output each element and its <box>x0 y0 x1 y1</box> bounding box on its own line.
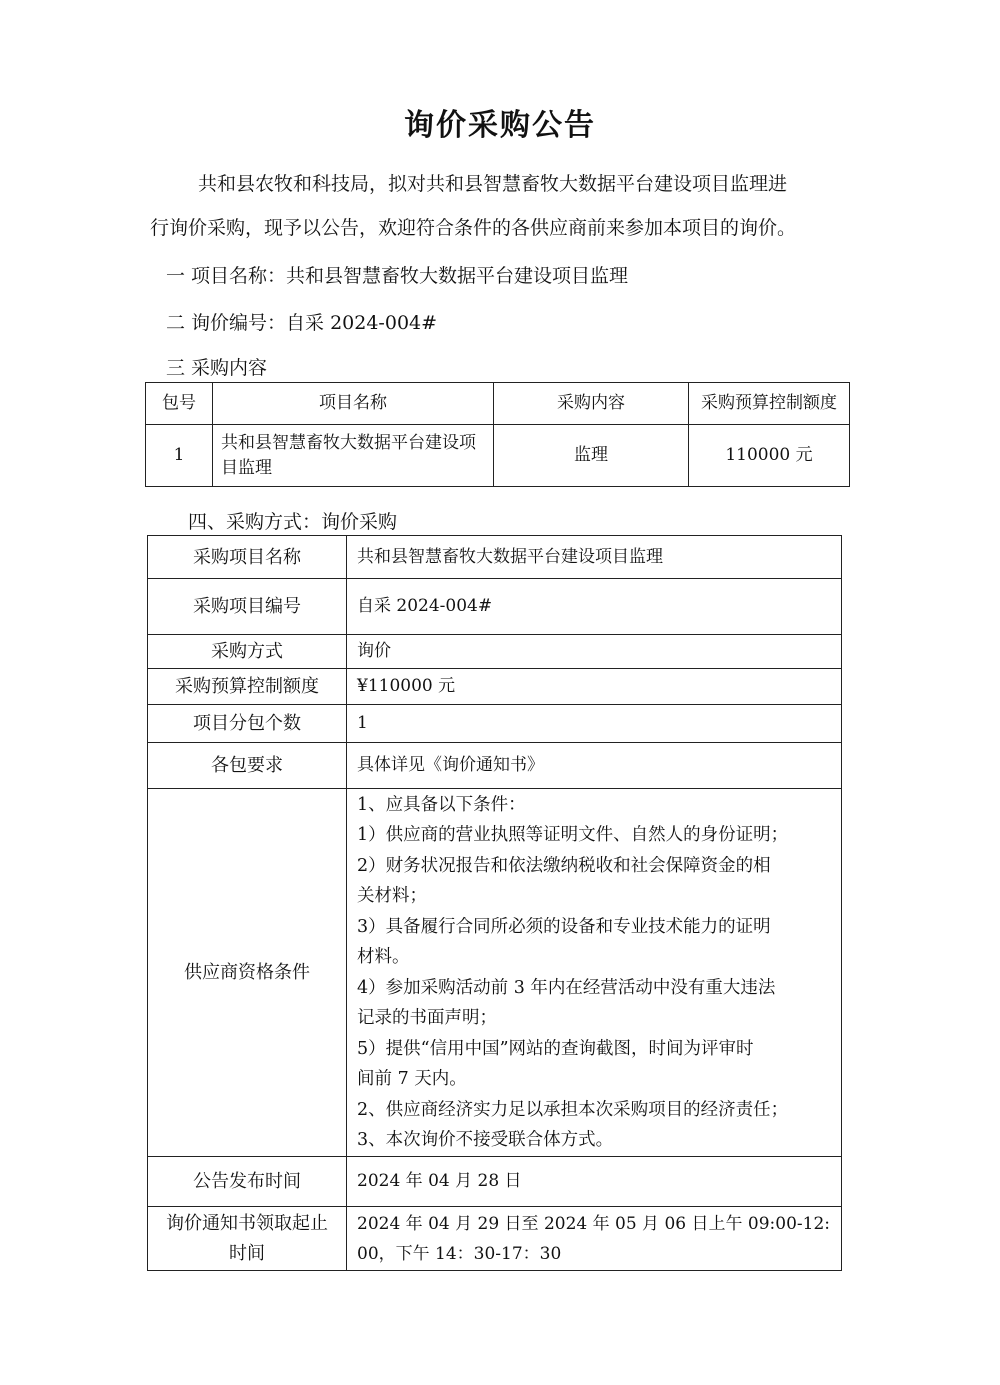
qualification-line: 1）供应商的营业执照等证明文件、自然人的身份证明； <box>357 825 789 845</box>
qualification-line: 关材料； <box>357 886 427 906</box>
header-project-name: 项目名称 <box>213 383 494 425</box>
value-method: 询价 <box>347 635 842 669</box>
label-notice-collection-time <box>148 1207 347 1271</box>
table-row <box>148 705 842 743</box>
label-project-code: 采购项目编号 <box>148 579 347 635</box>
value-notice-collection-time <box>347 1207 842 1271</box>
table-row <box>148 1157 842 1207</box>
table-row <box>146 425 850 487</box>
qualification-line: 3）具备履行合同所必须的设备和专业技术能力的证明 <box>357 916 771 937</box>
value-publish-time: 2024 年 04 月 28 日 <box>347 1157 842 1207</box>
table-row <box>148 579 842 635</box>
qualification-line: 1、应具备以下条件： <box>357 794 526 815</box>
notice-label-line-2: 时间 <box>229 1242 265 1264</box>
label-package-count: 项目分包个数 <box>148 705 347 743</box>
label-publish-time: 公告发布时间 <box>148 1157 347 1207</box>
value-supplier-qualifications <box>347 789 842 1157</box>
intro-line-2: 行询价采购，现予以公告，欢迎符合条件的各供应商前来参加本项目的询价。 <box>150 217 797 239</box>
table-row <box>148 669 842 705</box>
header-content: 采购内容 <box>494 383 689 425</box>
cell-budget: 110000 元 <box>689 425 850 487</box>
project-name-line-2: 目监理 <box>221 457 272 478</box>
header-package-no: 包号 <box>146 383 213 425</box>
header-budget: 采购预算控制额度 <box>689 383 850 425</box>
qualification-line: 4）参加采购活动前 3 年内在经营活动中没有重大违法 <box>357 977 776 998</box>
intro-line-1: 共和县农牧和科技局，拟对共和县智慧畜牧大数据平台建设项目监理进 <box>198 173 788 195</box>
qualification-line: 间前 7 天内。 <box>357 1069 467 1089</box>
notice-value-line-2: 00，下午 14：30-17：30 <box>357 1243 562 1264</box>
page-title: 询价采购公告 <box>404 108 596 143</box>
qualification-line: 记录的书面声明； <box>357 1008 497 1028</box>
table-row <box>148 635 842 669</box>
value-package-requirements: 具体详见《询价通知书》 <box>347 743 842 789</box>
cell-content: 监理 <box>494 425 689 487</box>
label-package-requirements: 各包要求 <box>148 743 347 789</box>
value-package-count: 1 <box>347 705 842 743</box>
notice-label-line-1: 询价通知书领取起止 <box>166 1212 328 1234</box>
qualification-line: 材料。 <box>357 947 410 967</box>
section-procurement-content: 三 采购内容 <box>166 357 268 379</box>
section-project-name: 一 项目名称：共和县智慧畜牧大数据平台建设项目监理 <box>166 265 629 287</box>
label-supplier-qualifications: 供应商资格条件 <box>148 789 347 1157</box>
value-project-name: 共和县智慧畜牧大数据平台建设项目监理 <box>347 536 842 579</box>
procurement-content-table <box>145 382 850 487</box>
qualification-line: 5）提供“信用中国”网站的查询截图，时间为评审时 <box>357 1038 754 1059</box>
table-header-row <box>146 383 850 425</box>
procurement-info-table <box>147 535 842 1271</box>
cell-project-name <box>213 425 494 487</box>
label-budget: 采购预算控制额度 <box>148 669 347 705</box>
label-method: 采购方式 <box>148 635 347 669</box>
project-name-line-1: 共和县智慧畜牧大数据平台建设项 <box>221 432 476 453</box>
label-project-name: 采购项目名称 <box>148 536 347 579</box>
value-project-code: 自采 2024-004# <box>347 579 842 635</box>
value-budget: ¥110000 元 <box>347 669 842 705</box>
table-row <box>148 536 842 579</box>
qualification-line: 2、供应商经济实力足以承担本次采购项目的经济责任； <box>357 1099 789 1120</box>
qualification-line: 3、本次询价不接受联合体方式。 <box>357 1130 614 1150</box>
qualification-line: 2）财务状况报告和依法缴纳税收和社会保障资金的相 <box>357 855 771 876</box>
section-procurement-method: 四、采购方式：询价采购 <box>188 511 398 533</box>
table-row <box>148 1207 842 1271</box>
cell-package-no: 1 <box>146 425 213 487</box>
table-row <box>148 789 842 1157</box>
table-row <box>148 743 842 789</box>
notice-value-line-1: 2024 年 04 月 29 日至 2024 年 05 月 06 日上午 09:00-12: <box>357 1213 830 1234</box>
section-inquiry-code: 二 询价编号：自采 2024-004# <box>166 312 438 334</box>
